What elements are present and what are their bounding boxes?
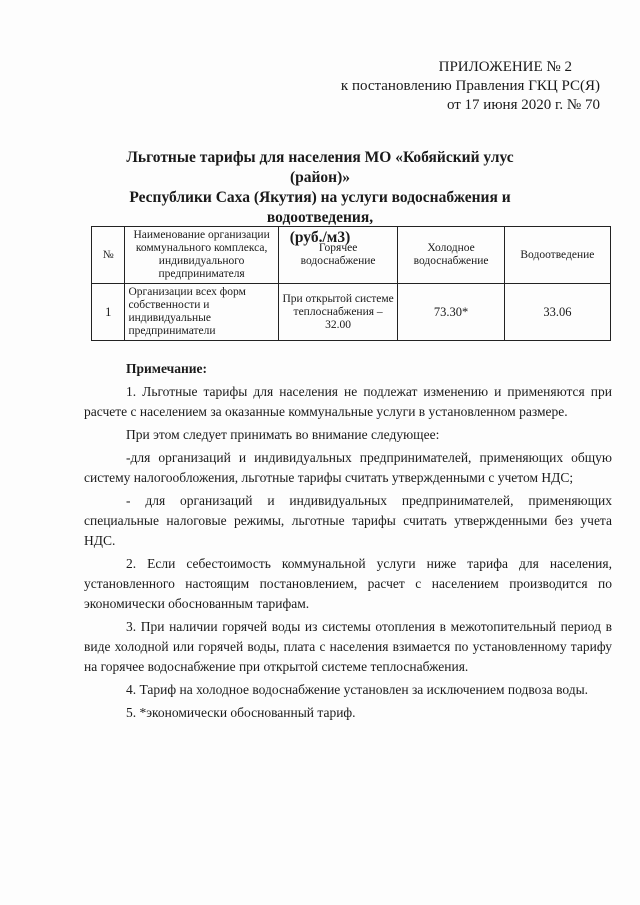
note-3: 3. При наличии горячей воды из системы отопления в межотопительный период в виде холодной или горячей воды, плата с населения взимается по установленному тарифу на горячее водоснабжение при открытой системе теплоснабжения. xyxy=(84,619,612,674)
note-4: 4. Тариф на холодное водоснабжение установлен за исключением подвоза воды. xyxy=(126,682,589,697)
notes-section xyxy=(84,359,612,726)
appendix-resolution: к постановлению Правления ГКЦ РС(Я) xyxy=(340,78,600,94)
title-line-2: Республики Саха (Якутия) на услуги водоснабжения и водоотведения, xyxy=(129,189,511,226)
cell-cold-water: 73.30* xyxy=(398,284,504,341)
note-5: 5. *экономически обоснованный тариф. xyxy=(126,705,356,720)
note-vat-special: - для организаций и индивидуальных предпринимателей, применяющих специальные налоговые режимы, льготные тарифы считать утвержденными без учета НДС. xyxy=(84,493,612,548)
table-header-row xyxy=(92,227,611,284)
note-consider: При этом следует принимать во внимание следующее: xyxy=(126,427,440,442)
note-2: 2. Если себестоимость коммунальной услуги ниже тарифа для населения, установленного настоящим постановлением, расчет с населением производится по экономически обоснованным тарифам. xyxy=(84,556,612,611)
header-number: № xyxy=(92,227,125,284)
header-cold-water: Холодное водоснабжение xyxy=(398,227,504,284)
header-hot-water: Горячее водоснабжение xyxy=(278,227,398,284)
note-vat-general: -для организаций и индивидуальных предпринимателей, применяющих общую систему налогообложения, льготные тарифы считать утвержденными с учетом НДС; xyxy=(84,450,612,485)
cell-hot-water: При открытой системе теплоснабжения – 32.00 xyxy=(278,284,398,341)
tariff-table xyxy=(91,226,611,341)
title-line-1: Льготные тарифы для населения МО «Кобяйский улус (район)» xyxy=(126,149,514,186)
cell-number: 1 xyxy=(92,284,125,341)
appendix-number: ПРИЛОЖЕНИЕ № 2 xyxy=(438,59,572,75)
notes-title: Примечание: xyxy=(126,361,208,376)
header-sewage: Водоотведение xyxy=(504,227,610,284)
appendix-header xyxy=(341,58,600,115)
cell-sewage: 33.06 xyxy=(504,284,610,341)
appendix-date: от 17 июня 2020 г. № 70 xyxy=(446,97,600,113)
table-row xyxy=(92,284,611,341)
header-organization: Наименование организации коммунального комплекса, индивидуального предпринимателя xyxy=(125,227,278,284)
cell-organization: Организации всех форм собственности и индивидуальные предприниматели xyxy=(125,284,278,341)
title-line-3: (руб./м3) xyxy=(289,229,351,246)
note-1: 1. Льготные тарифы для населения не подлежат изменению и применяются при расчете с населением за оказанные коммунальные услуги в установленном размере. xyxy=(84,384,612,419)
